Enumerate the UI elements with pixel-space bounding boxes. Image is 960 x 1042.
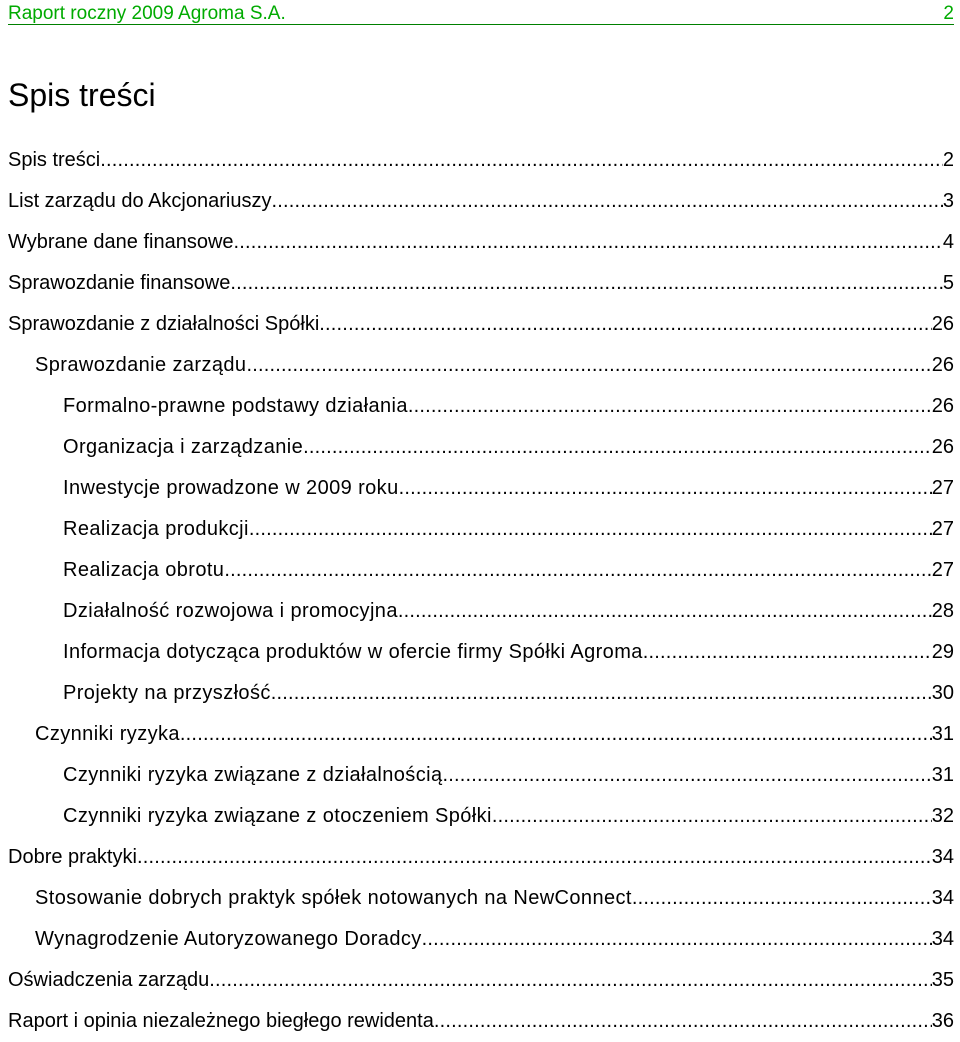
toc-entry-title: Dobre praktyki bbox=[8, 846, 137, 868]
toc-entry[interactable] bbox=[8, 796, 954, 837]
toc-entry[interactable] bbox=[8, 427, 954, 468]
toc-entry-page-number: 2 bbox=[942, 149, 954, 171]
toc-entry-page-number: 36 bbox=[931, 1010, 954, 1032]
toc-entry[interactable] bbox=[8, 878, 954, 919]
toc-dot-leader bbox=[303, 427, 932, 468]
toc-entry-title: Organizacja i zarządzanie bbox=[63, 436, 304, 458]
toc-entry-title: Działalność rozwojowa i promocyjna bbox=[63, 600, 398, 622]
toc-entry-title: Informacja dotycząca produktów w ofercie firmy Spółki Agroma bbox=[63, 641, 643, 663]
toc-entry[interactable] bbox=[8, 181, 954, 222]
toc-entry[interactable] bbox=[8, 345, 954, 386]
toc-entry-page-number: 26 bbox=[931, 354, 954, 376]
toc-dot-leader bbox=[271, 673, 932, 714]
toc-entry-title: Sprawozdanie z działalności Spółki bbox=[8, 313, 320, 335]
toc-entry-page-number: 27 bbox=[931, 559, 954, 581]
toc-entry-title: Wynagrodzenie Autoryzowanego Doradcy bbox=[35, 928, 422, 950]
toc-entry-page-number: 4 bbox=[942, 231, 954, 253]
toc-entry-page-number: 26 bbox=[931, 436, 954, 458]
toc-entry-title: Czynniki ryzyka związane z działalnością bbox=[63, 764, 443, 786]
toc-dot-leader bbox=[434, 1001, 932, 1042]
toc-dot-leader bbox=[246, 345, 931, 386]
toc-entry-title: Formalno-prawne podstawy działania bbox=[63, 395, 408, 417]
toc-dot-leader bbox=[100, 140, 943, 181]
toc-entry-title: Spis treści bbox=[8, 149, 101, 171]
toc-entry[interactable] bbox=[8, 222, 954, 263]
toc-entry[interactable] bbox=[8, 755, 954, 796]
toc-entry-title: Realizacja obrotu bbox=[63, 559, 225, 581]
toc-entry[interactable] bbox=[8, 714, 954, 755]
toc-entry-title: Sprawozdanie zarządu bbox=[35, 354, 247, 376]
toc-dot-leader bbox=[271, 181, 942, 222]
toc-entry[interactable] bbox=[8, 140, 954, 181]
toc-entry-page-number: 27 bbox=[931, 518, 954, 540]
toc-dot-leader bbox=[249, 509, 932, 550]
toc-entry-page-number: 31 bbox=[931, 723, 954, 745]
toc-entry-page-number: 26 bbox=[931, 313, 954, 335]
toc-entry-page-number: 29 bbox=[931, 641, 954, 663]
toc-entry-page-number: 34 bbox=[931, 846, 954, 868]
toc-entry-page-number: 34 bbox=[931, 887, 954, 909]
toc-entry[interactable] bbox=[8, 386, 954, 427]
toc-dot-leader bbox=[422, 919, 932, 960]
toc-dot-leader bbox=[230, 263, 943, 304]
toc-entry[interactable] bbox=[8, 304, 954, 345]
toc-dot-leader bbox=[224, 550, 931, 591]
toc-entry[interactable] bbox=[8, 550, 954, 591]
toc-entry[interactable] bbox=[8, 468, 954, 509]
toc-entry-page-number: 34 bbox=[931, 928, 954, 950]
toc-entry-page-number: 31 bbox=[931, 764, 954, 786]
toc-entry[interactable] bbox=[8, 509, 954, 550]
toc-entry-title: Oświadczenia zarządu bbox=[8, 969, 210, 991]
toc-entry[interactable] bbox=[8, 632, 954, 673]
toc-dot-leader bbox=[209, 960, 932, 1001]
toc-entry-page-number: 5 bbox=[942, 272, 954, 294]
toc-entry-page-number: 32 bbox=[931, 805, 954, 827]
toc-entry-page-number: 26 bbox=[931, 395, 954, 417]
toc-entry[interactable] bbox=[8, 673, 954, 714]
toc-dot-leader bbox=[492, 796, 932, 837]
toc-entry-title: Stosowanie dobrych praktyk spółek notowanych na NewConnect bbox=[35, 887, 632, 909]
toc-dot-leader bbox=[643, 632, 932, 673]
toc-entry-page-number: 30 bbox=[931, 682, 954, 704]
toc-dot-leader bbox=[442, 755, 931, 796]
toc-entry-title: Sprawozdanie finansowe bbox=[8, 272, 231, 294]
toc-entry[interactable] bbox=[8, 837, 954, 878]
toc-entry-title: Projekty na przyszłość bbox=[63, 682, 271, 704]
toc-entry[interactable] bbox=[8, 591, 954, 632]
toc-entry-title: Raport i opinia niezależnego biegłego rewidenta bbox=[8, 1010, 434, 1032]
toc-dot-leader bbox=[408, 386, 932, 427]
toc-entry[interactable] bbox=[8, 919, 954, 960]
toc-entry-page-number: 27 bbox=[931, 477, 954, 499]
toc-entry[interactable] bbox=[8, 1001, 954, 1042]
toc-entry-title: Wybrane dane finansowe bbox=[8, 231, 234, 253]
toc-entry-page-number: 3 bbox=[942, 190, 954, 212]
toc-heading: Spis treści bbox=[8, 77, 156, 113]
toc-entry-page-number: 35 bbox=[931, 969, 954, 991]
page-header bbox=[8, 0, 954, 25]
toc-entry[interactable] bbox=[8, 960, 954, 1001]
toc-entry[interactable] bbox=[8, 263, 954, 304]
toc-dot-leader bbox=[180, 714, 932, 755]
toc-dot-leader bbox=[398, 591, 932, 632]
toc-entry-page-number: 28 bbox=[931, 600, 954, 622]
toc-entry-title: List zarządu do Akcjonariuszy bbox=[8, 190, 272, 212]
toc-dot-leader bbox=[632, 878, 932, 919]
table-of-contents bbox=[8, 140, 954, 1042]
toc-dot-leader bbox=[399, 468, 932, 509]
report-title: Raport roczny 2009 Agroma S.A. bbox=[8, 3, 286, 24]
toc-dot-leader bbox=[319, 304, 931, 345]
toc-entry-title: Czynniki ryzyka bbox=[35, 723, 180, 745]
toc-entry-title: Realizacja produkcji bbox=[63, 518, 249, 540]
toc-entry-title: Inwestycje prowadzone w 2009 roku bbox=[63, 477, 399, 499]
header-page-number: 2 bbox=[943, 3, 954, 24]
toc-dot-leader bbox=[234, 222, 943, 263]
toc-entry-title: Czynniki ryzyka związane z otoczeniem Spółki bbox=[63, 805, 492, 827]
toc-dot-leader bbox=[137, 837, 932, 878]
